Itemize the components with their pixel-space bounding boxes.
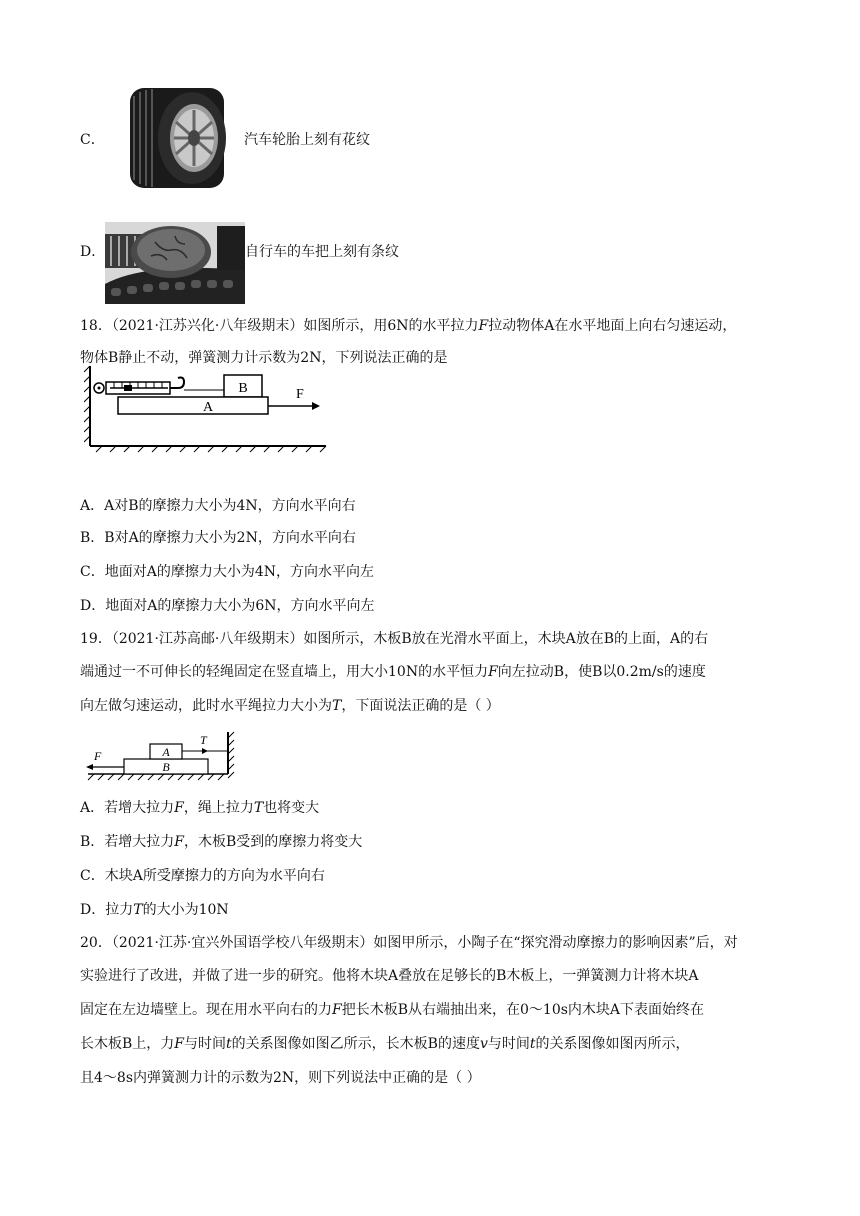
q18-label-A: A — [202, 400, 214, 415]
bicycle-handle-image — [105, 222, 245, 304]
q20-stem-line3 — [80, 1000, 704, 1020]
q19-a-part1: A．若增大拉力 — [80, 800, 175, 816]
q19-stem-line2 — [80, 662, 706, 682]
q19-stem-line3 — [80, 696, 500, 716]
option-c-text: 汽车轮胎上刻有花纹 — [244, 132, 370, 148]
q19-option-c: C．木块A所受摩擦力的方向为水平向右 — [80, 868, 325, 884]
q20-stem-line4 — [80, 1034, 690, 1054]
q20-l4-time2: t — [529, 1036, 536, 1052]
q18-number: 18． — [80, 318, 112, 334]
q18-option-c: C．地面对A的摩擦力大小为4N，方向水平向左 — [80, 564, 374, 580]
q19-label-F: F — [94, 749, 102, 763]
q20-stem-line2: 实验进行了改进，并做了进一步的研究。他将木块A叠放在足够长的B木板上，一弹簧测力计将木块A — [80, 968, 699, 984]
q18-stem-part1: 如图所示，用6N的水平拉力 — [303, 318, 479, 334]
q20-l4-part3: 的关系图像如图乙所示，长木板B的速度 — [231, 1036, 480, 1052]
q19-l3-part1: 向左做匀速运动，此时水平绳拉力大小为 — [80, 698, 332, 714]
q19-number: 19． — [80, 631, 112, 647]
tire-image — [120, 86, 234, 190]
q18-label-F: F — [296, 387, 304, 402]
q20-l4-velocity: v — [479, 1036, 488, 1052]
q19-l2-force: F — [488, 664, 498, 680]
q20-l4-force: F — [174, 1036, 185, 1052]
q20-l4-part1: 长木板B上，力 — [80, 1036, 175, 1052]
q18-stem-force: F — [478, 318, 489, 334]
q19-label-B: B — [162, 760, 170, 774]
q18-option-a: A．A对B的摩擦力大小为4N，方向水平向右 — [80, 498, 356, 514]
q19-label-T: T — [200, 733, 207, 747]
q19-option-d — [80, 900, 229, 920]
q19-stem-line1 — [80, 629, 708, 649]
q19-a-tension: T — [253, 800, 264, 816]
q20-number: 20． — [80, 935, 112, 951]
q19-source: （2021·江苏高邮·八年级期末） — [111, 631, 304, 647]
q19-d-tension: T — [133, 902, 143, 918]
q19-label-A: A — [162, 745, 170, 759]
q18-stem-line2: 物体B静止不动，弹簧测力计示数为2N，下列说法正确的是 — [80, 350, 448, 366]
q20-stem-line1 — [80, 933, 738, 953]
option-d-letter: D． — [80, 244, 106, 260]
q20-l4-part2: 与时间 — [184, 1036, 227, 1052]
q20-stem-part1: 如图甲所示，小陶子在“探究滑动摩擦力的影响因素”后，对 — [373, 935, 738, 951]
q19-figure — [82, 730, 242, 782]
q19-option-b — [80, 832, 362, 852]
q19-a-part2: ，绳上拉力 — [183, 800, 254, 816]
q18-option-b: B．B对A的摩擦力大小为2N，方向水平向右 — [80, 530, 356, 546]
q19-l2-part2: 向左拉动B，使B以0.2m/s的速度 — [497, 664, 706, 680]
q19-l2-part1: 端通过一不可伸长的轻绳固定在竖直墙上，用大小10N的水平恒力 — [80, 664, 489, 680]
option-d-text: 自行车的车把上刻有条纹 — [245, 244, 399, 260]
q20-l4-part4: 与时间 — [487, 1036, 530, 1052]
q19-l3-part2: ，下面说法正确的是（ ） — [341, 698, 500, 714]
q18-figure — [84, 362, 332, 454]
q19-a-part3: 也将变大 — [263, 800, 320, 816]
q19-b-part1: B．若增大拉力 — [80, 834, 175, 850]
q19-a-force: F — [174, 800, 184, 816]
q19-stem-part1: 如图所示，木板B放在光滑水平面上，木块A放在B的上面，A的右 — [303, 631, 709, 647]
q19-b-force: F — [174, 834, 185, 850]
q20-l4-time: t — [226, 1036, 232, 1052]
q18-option-d: D．地面对A的摩擦力大小为6N，方向水平向左 — [80, 598, 375, 614]
q18-stem-part2: 拉动物体A在水平地面上向右匀速运动， — [488, 318, 737, 334]
q18-source: （2021·江苏兴化·八年级期末） — [111, 318, 304, 334]
q19-l3-tension: T — [332, 698, 342, 714]
q18-label-B: B — [238, 381, 248, 396]
q20-l3-force: F — [332, 1002, 342, 1018]
q18-stem-line1 — [80, 316, 736, 336]
q19-b-part2: ，木板B受到的摩擦力将变大 — [184, 834, 363, 850]
q19-d-part1: D．拉力 — [80, 902, 134, 918]
q19-option-a — [80, 798, 319, 818]
q20-l3-part2: 把长木板B从右端抽出来，在0～10s内木块A下表面始终在 — [341, 1002, 705, 1018]
q20-l4-part5: 的关系图像如图丙所示， — [535, 1036, 690, 1052]
q20-l3-part1: 固定在左边墙壁上。现在用水平向右的力 — [80, 1002, 332, 1018]
option-c-letter: C． — [80, 132, 105, 148]
q19-d-part2: 的大小为10N — [142, 902, 229, 918]
q20-stem-line5: 且4～8s内弹簧测力计的示数为2N，则下列说法中正确的是（ ） — [80, 1070, 481, 1086]
q20-source: （2021·江苏·宜兴外国语学校八年级期末） — [111, 935, 374, 951]
